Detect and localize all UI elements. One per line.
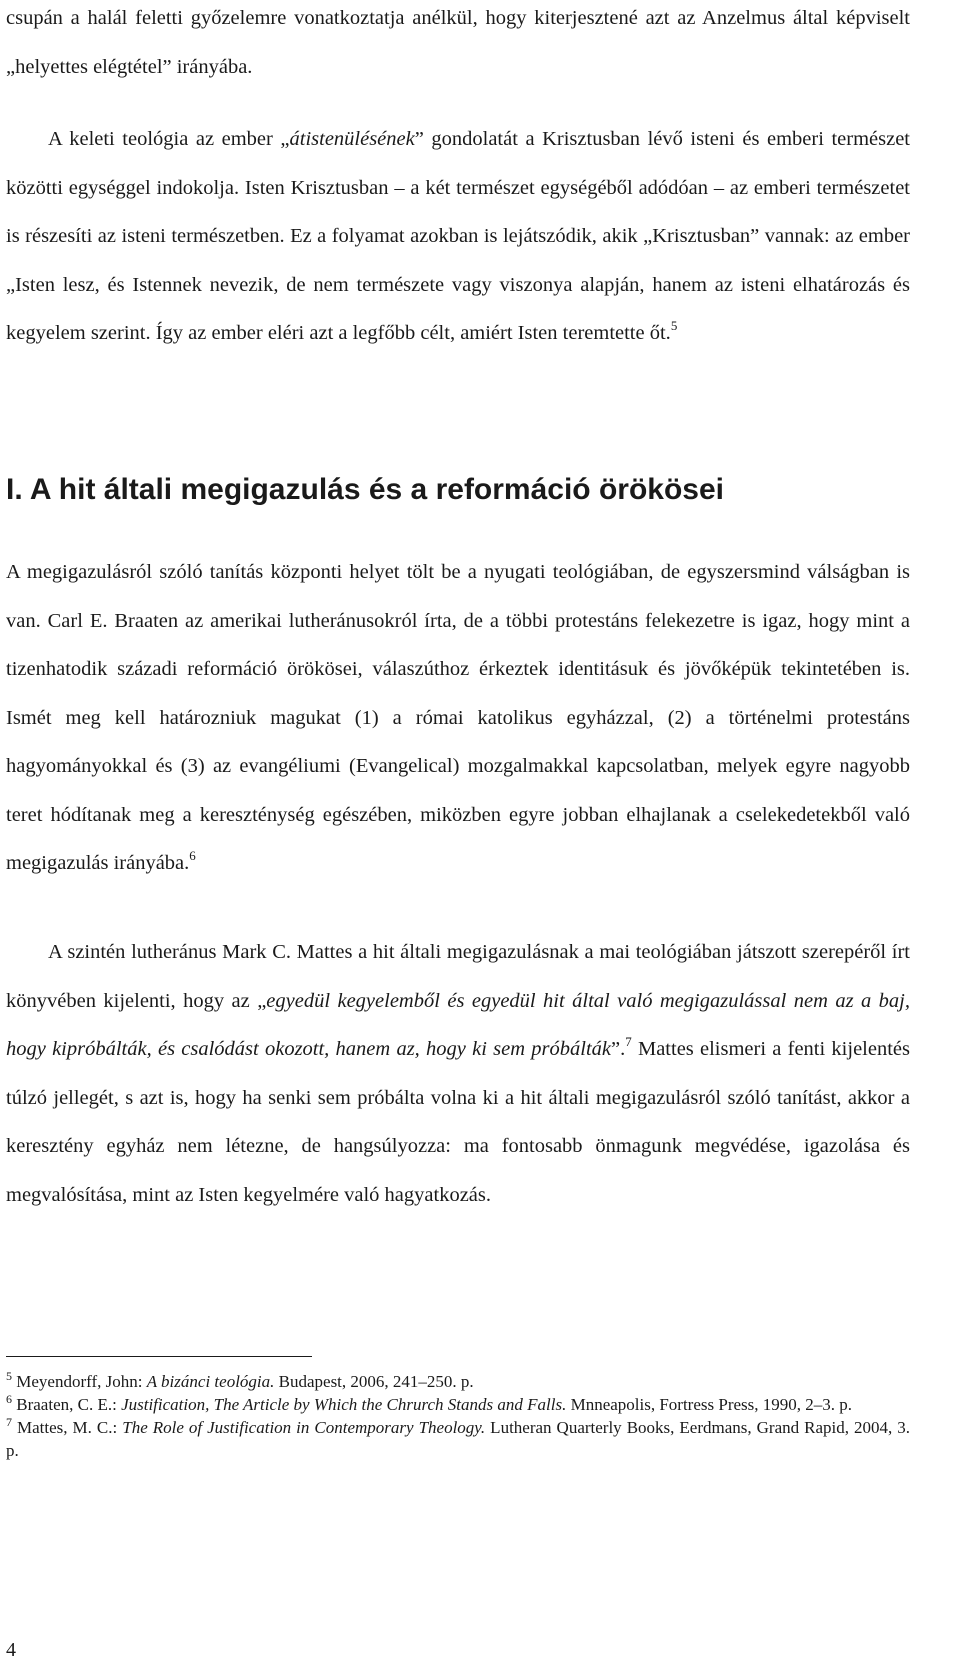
paragraph-2: A keleti teológia az ember „átistenülésének” gondolatát a Krisztusban lévő isteni és emberi természet közötti egységgel indokolja. Isten Krisztusban – a két természet egységéből adódóan – az emberi természetet is részesíti az isteni természetben. Ez a folyamat azokban is lejátszódik, akik „Krisztusban” vannak: az ember „Isten lesz, és Istennek nevezik, de nem természete vagy viszonya alapján, hanem az isteni elhatározás és kegyelem szerint. Így az ember eléri azt a legfőbb célt, amiért Isten teremtette őt.$^5$ bbox=[6, 128, 910, 344]
footnote-ref-6[interactable]: 6 bbox=[189, 848, 196, 863]
footnotes bbox=[6, 1370, 910, 1462]
italic-quote: egyedül kegyelemből és egyedül hit által való megigazulással nem az a baj, hogy kipróbálták, és csalódást okozott, hanem az, hogy ki sem próbálták bbox=[6, 989, 910, 1060]
footnote-ref-7[interactable]: 7 bbox=[625, 1034, 632, 1049]
footnote-5: $^5$ Meyendorff, John: A bizánci teológia. Budapest, 2006, 241–250. p. bbox=[6, 1369, 474, 1391]
page-number: 4 bbox=[6, 1639, 16, 1661]
footnote-6: $^6$ Braaten, C. E.: Justification, The Article by Which the Chrurch Stands and Falls. Mnneapolis, Fortress Press, 1990, 2–3. p. bbox=[6, 1392, 853, 1414]
footnote-divider bbox=[6, 1356, 312, 1357]
footnote-ref-5[interactable]: 5 bbox=[670, 318, 678, 333]
section-heading: I. A hit általi megigazulás és a reformáció örökösei bbox=[6, 473, 725, 506]
italic-term: átistenülésének bbox=[289, 128, 415, 150]
footnote-7: $^7$ Mattes, M. C.: The Role of Justification in Contemporary Theology. Lutheran Quarterly Books, Eerdmans, Grand Rapid, 2004, 3. p. bbox=[6, 1415, 910, 1460]
paragraph-4: A szintén lutheránus Mark C. Mattes a hit általi megigazulásnak a mai teológiában játszott szerepéről írt könyvében kijelenti, hogy az „egyedül kegyelemből és egyedül hit által való megigazulással nem az a baj, hogy kipróbálták, és csalódást okozott, hanem az, hogy ki sem próbálták”.$^7$ Mattes elismeri a fenti kijelentés túlzó jellegét, s azt is, hogy ha senki sem próbálta volna ki a hit általi megigazulásról szóló tanítást, akkor a keresztény egyház nem létezne, de hangsúlyozza: ma fontosabb önmagunk megvédése, igazolása és megvalósítása, mint az Isten kegyelmére való hagyatkozás. bbox=[6, 941, 910, 1206]
paragraph-1: csupán a halál feletti győzelemre vonatkoztatja anélkül, hogy kiterjesztené azt az Anzelmus által képviselt „helyettes elégtétel” irányába. bbox=[6, 7, 910, 78]
paragraph-3: A megigazulásról szóló tanítás központi helyet tölt be a nyugati teológiában, de egyszersmind válságban is van. Carl E. Braaten az amerikai lutheránusokról írta, de a többi protestáns felekezetre is igaz, hogy mint a tizenhatodik századi reformáció örökösei, válaszúthoz érkeztek identitásuk és jövőképük tekintetében is. Ismét meg kell határozniuk magukat (1) a római katolikus egyházzal, (2) a történelmi protestáns hagyományokkal és (3) az evangéliumi (Evangelical) mozgalmakkal kapcsolatban, melyek egyre nagyobb teret hódítanak meg a kereszténység egészében, miközben egyre jobban elhajlanak a cselekedetekből való megigazulás irányába.$^6$ bbox=[6, 561, 910, 874]
